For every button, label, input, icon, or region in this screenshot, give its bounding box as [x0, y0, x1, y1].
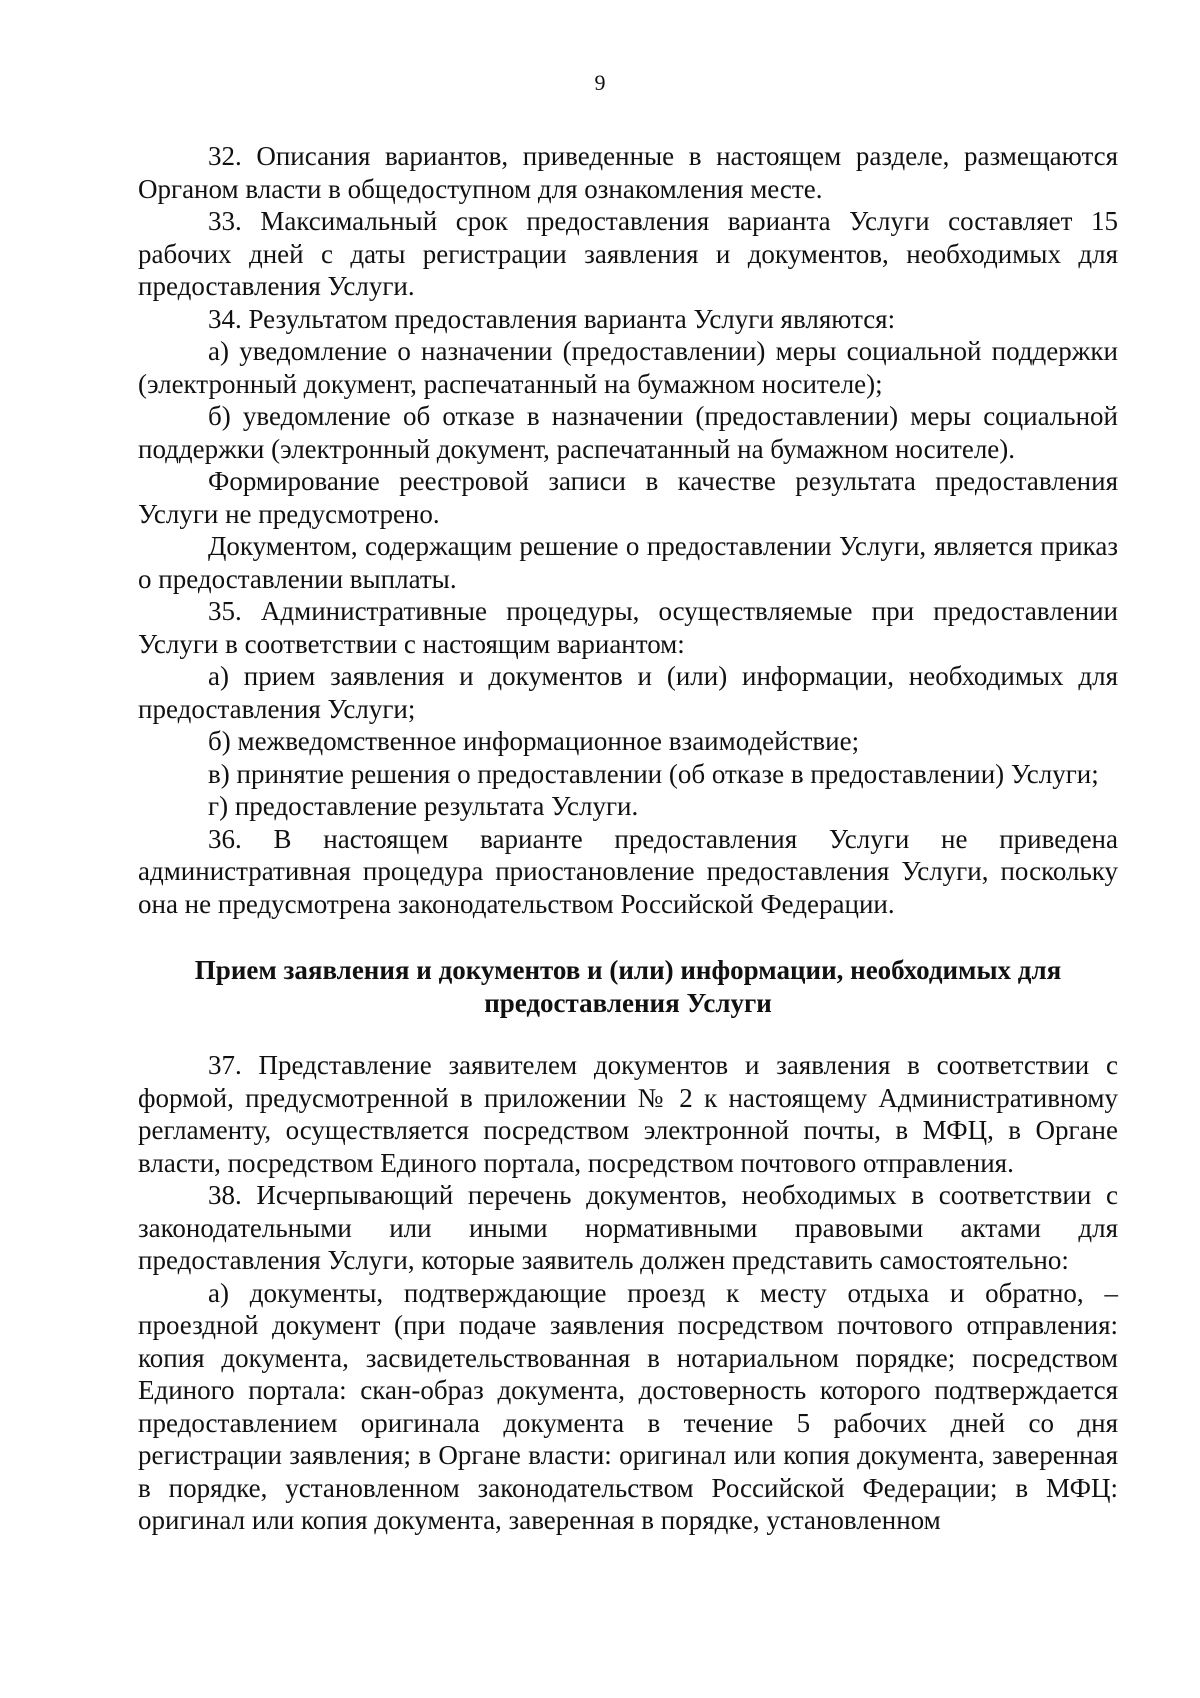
section-heading-line-1: Прием заявления и документов и (или) информации, необходимых для	[194, 955, 1062, 985]
paragraph-34-b: б) уведомление об отказе в назначении (предоставлении) меры социальной поддержки (электронный документ, распечатанный на бумажном носителе).	[138, 401, 1118, 464]
paragraph-34: 34. Результатом предоставления варианта Услуги являются:	[208, 303, 896, 334]
paragraph-33: 33. Максимальный срок предоставления варианта Услуги составляет 15 рабочих дней с даты регистрации заявления и документов, необходимых для предоставления Услуги.	[138, 206, 1118, 301]
paragraph-35-a: а) прием заявления и документов и (или) информации, необходимых для предоставления Услуги;	[138, 661, 1118, 724]
paragraph-36: 36. В настоящем варианте предоставления Услуги не приведена административная процедура приостановление предоставления Услуги, поскольку она не предусмотрена законодательством Российской Федерации.	[138, 823, 1118, 919]
paragraph-35: 35. Административные процедуры, осуществляемые при предоставлении Услуги в соответствии с настоящим вариантом:	[138, 596, 1118, 659]
paragraph-35-b: б) межведомственное информационное взаимодействие;	[208, 726, 860, 756]
page-number: 9	[594, 70, 606, 95]
paragraph-34-a: а) уведомление о назначении (предоставлении) меры социальной поддержки (электронный документ, распечатанный на бумажном носителе);	[138, 336, 1118, 399]
paragraph-32: 32. Описания вариантов, приведенные в настоящем разделе, размещаются Органом власти в общедоступном для ознакомления месте.	[138, 141, 1118, 204]
paragraph-registry-record: Формирование реестровой записи в качестве результата предоставления Услуги не предусмотрено.	[138, 466, 1118, 529]
paragraph-37: 37. Представление заявителем документов и заявления в соответствии с формой, предусмотренной в приложении № 2 к настоящему Административному регламенту, осуществляется посредством электронной почты, в МФЦ, в Органе власти, посредством Единого портала, посредством почтового отправления.	[138, 1050, 1118, 1178]
paragraph-38: 38. Исчерпывающий перечень документов, необходимых в соответствии с законодательными или иными нормативными правовыми актами для предоставления Услуги, которые заявитель должен представить самостоятельно:	[138, 1180, 1118, 1275]
paragraph-35-g: г) предоставление результата Услуги.	[208, 791, 639, 821]
paragraph-38-a: а) документы, подтверждающие проезд к месту отдыха и обратно, – проездной документ (при подаче заявления посредством почтового отправления: копия документа, засвидетельствованная в нотариальном порядке; посредством Единого портала: скан-образ документа, достоверность которого подтверждается предоставлением оригинала документа в течение 5 рабочих дней со дня регистрации заявления; в Органе власти: оригинал или копия документа, заверенная в порядке, установленном законодательством Российской Федерации; в МФЦ: оригинал или копия документа, заверенная в порядке, установленном	[138, 1277, 1118, 1535]
paragraph-decision-document: Документом, содержащим решение о предоставлении Услуги, является приказ о предоставлении выплаты.	[138, 531, 1118, 594]
paragraph-35-v: в) принятие решения о предоставлении (об отказе в предоставлении) Услуги;	[208, 758, 1099, 789]
section-heading	[138, 954, 1118, 1019]
section-heading-line-2: предоставления Услуги	[484, 987, 772, 1018]
document-body	[138, 140, 1118, 1537]
